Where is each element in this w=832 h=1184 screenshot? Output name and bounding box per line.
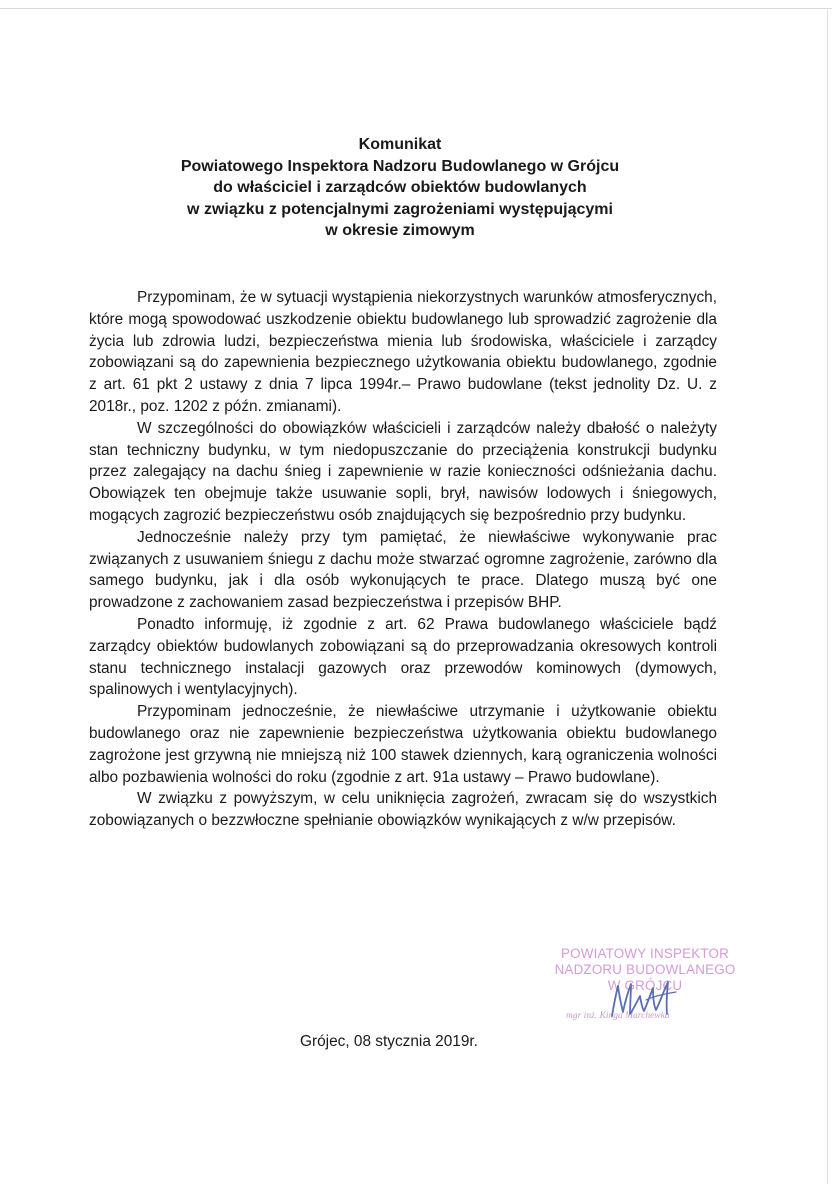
paragraph-penalties: Przypominam jednocześnie, że niewłaściwe utrzymanie i użytkowanie obiektu budowlanego oraz nie zapewnienie bezpieczeństwa użytkowania obiektu budowlanego zagrożone jest grzywną nie mniejszą niż 100 stawek dziennych, karą ograniczenia wolności albo pozbawienia wolności do roku (zgodnie z art. 91a ustawy – Prawo budowlane). (89, 703, 717, 786)
paragraph-snow-removal-safety: Jednocześnie należy przy tym pamiętać, że niewłaściwe wykonywanie prac związanych z usuwaniem śniegu z dachu może stwarzać ogromne zagrożenie, zarówno dla samego budynku, jak i dla osób wykonujących te prace. Dlatego muszą być one prowadzone z zachowaniem zasad bezpieczeństwa i przepisów BHP. (89, 528, 717, 612)
paragraph-duties: W szczególności do obowiązków właścicieli i zarządców należy dbałość o należyty stan techniczny budynku, w tym niedopuszczanie do przeciążenia konstrukcji budynku przez zalegający na dachu śnieg i zapewnienie w razie konieczności odśnieżania dachu. Obowiązek ten obejmuje także usuwanie sopli, brył, nawisów lodowych i śniegowych, mogących zagrozić bezpieczeństwu osób znajdujących się bezpośrednio przy budynku. (89, 419, 717, 524)
header-line-addressees: do właściciel i zarządców obiektów budowlanych (213, 179, 587, 196)
header-line-season: w okresie zimowym (325, 222, 475, 239)
page-edge-right (827, 8, 828, 1184)
handwritten-signature (606, 978, 686, 1022)
stamp-official-name: mgr inż. Kinga Marchewka (566, 1011, 670, 1021)
paragraph-closing-appeal: W związku z powyższym, w celu uniknięcia zagrożeń, zwracam się do wszystkich zobowiązanych o bezzwłoczne spełnianie obowiązków wynikających z w/w przepisów. (89, 790, 717, 830)
document-header (120, 134, 680, 242)
header-line-authority: Powiatowego Inspektora Nadzoru Budowlanego w Grójcu (180, 157, 620, 175)
place-and-date: Grójec, 08 stycznia 2019r. (300, 1033, 478, 1050)
paragraph-reminder: Przypominam, że w sytuacji wystąpienia niekorzystnych warunków atmosferycznych, które mogą spowodować uszkodzenie obiektu budowlanego lub sprowadzić zagrożenie dla życia lub zdrowia ludzi, bezpieczeństwa mienia lub środowiska, właściciele i zarządcy zobowiązani są do zapewnienia bezpiecznego użytkowania obiektu budowlanego, zgodnie z art. 61 pkt 2 ustawy z dnia 7 lipca 1994r.– Prawo budowlane (tekst jednolity Dz. U. z 2018r., poz. 1202 z późn. zmianami). (89, 289, 717, 415)
header-title: Komunikat (358, 136, 442, 153)
page-edge-top (0, 8, 832, 9)
stamp-line-title: POWIATOWY INSPEKTOR (561, 946, 729, 961)
paragraph-periodic-inspections: Ponadto informuję, iż zgodnie z art. 62 Prawa budowlanego właściciele bądź zarządcy obiektów budowlanych zobowiązani są do przeprowadzania okresowych kontroli stanu technicznego instalacji gazowych oraz przewodów kominowych (dymowych, spalinowych i wentylacyjnych). (89, 615, 717, 699)
header-line-subject: w związku z potencjalnymi zagrożeniami występującymi (187, 200, 613, 218)
document-body (89, 287, 717, 832)
stamp-line-location: W GRÓJCU (607, 978, 683, 993)
stamp-line-office: NADZORU BUDOWLANEGO (554, 962, 736, 977)
